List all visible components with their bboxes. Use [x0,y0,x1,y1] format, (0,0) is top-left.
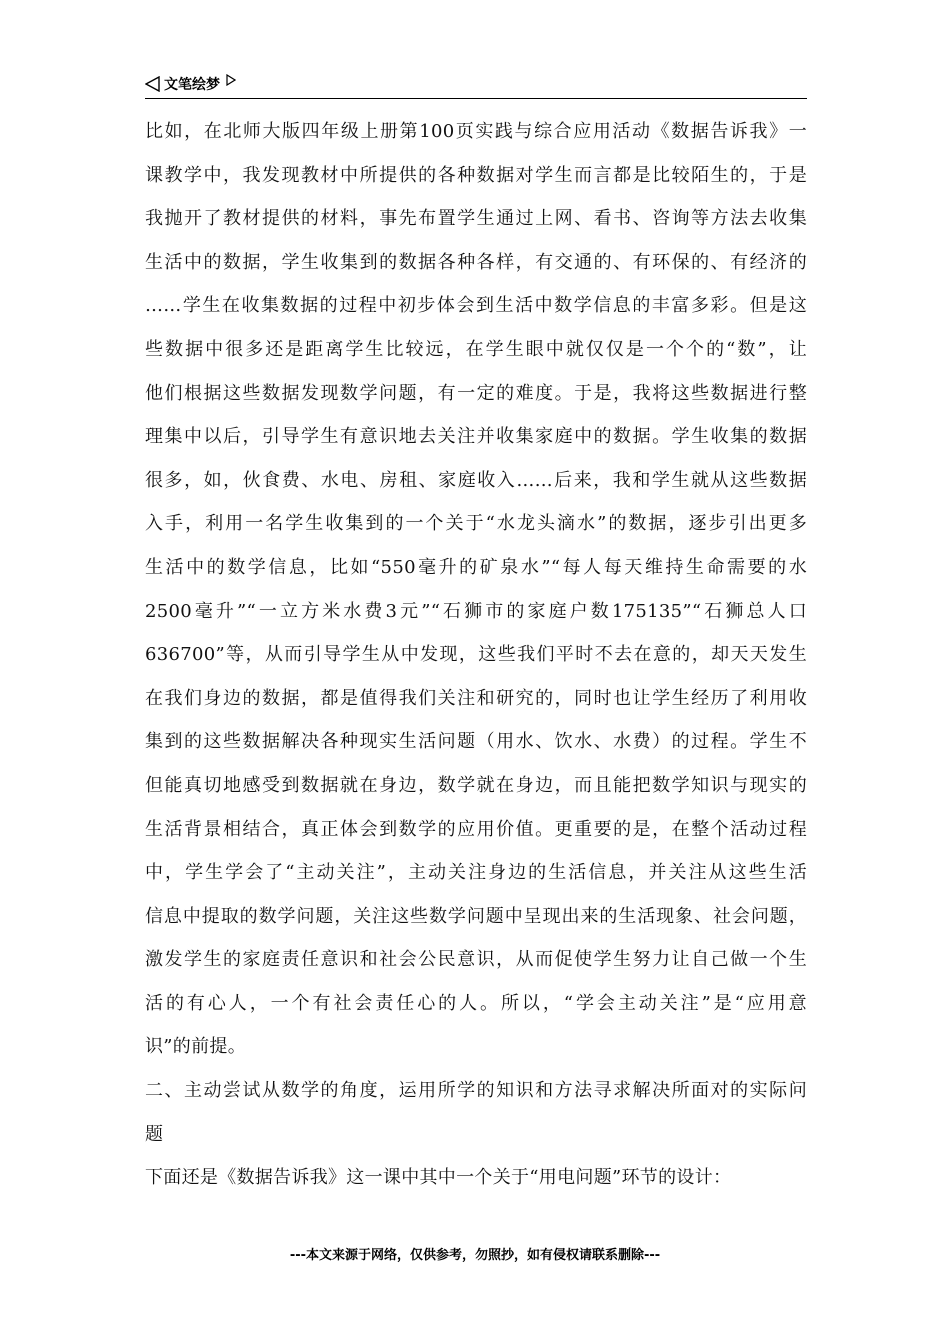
text-line: 理集中以后，引导学生有意识地去关注并收集家庭中的数据。学生收集的数据 [145,426,807,448]
body-text [145,110,807,1200]
triangle-left-icon [145,76,161,92]
brand-logo [145,74,236,94]
section-heading-line: 二、主动尝试从数学的角度，运用所学的知识和方法寻求解决所面对的实际问 [145,1080,807,1102]
text-line: 信息中提取的数学问题，关注这些数学问题中呈现出来的生活现象、社会问题， [145,905,807,927]
section-heading-line: 题 [145,1123,164,1145]
text-line: 入手，利用一名学生收集到的一个关于“水龙头滴水”的数据，逐步引出更多 [145,513,807,535]
text-line: 集到的这些数据解决各种现实生活问题（用水、饮水、水费）的过程。学生不 [145,731,807,753]
text-line: 识”的前提。 [145,1036,247,1058]
triangle-right-icon [226,74,236,86]
text-line: 激发学生的家庭责任意识和社会公民意识，从而促使学生努力让自己做一个生 [145,949,807,971]
text-line: 他们根据这些数据发现数学问题，有一定的难度。于是，我将这些数据进行整 [145,382,807,404]
text-line: 中，学生学会了“主动关注”，主动关注身边的生活信息，并关注从这些生活 [145,862,807,884]
text-line: 生活中的数据，学生收集到的数据各种各样，有交通的、有环保的、有经济的 [145,251,807,273]
text-line: 生活背景相结合，真正体会到数学的应用价值。更重要的是，在整个活动过程 [145,818,807,840]
text-line: 活的有心人，一个有社会责任心的人。所以，“学会主动关注”是“应用意 [145,992,807,1014]
page-header [145,74,807,99]
text-line: 些数据中很多还是距离学生比较远，在学生眼中就仅仅是一个个的“数”，让 [145,338,807,360]
text-line: 课教学中，我发现教材中所提供的各种数据对学生而言都是比较陌生的，于是 [145,164,807,186]
footer-notice: ---本文来源于网络，仅供参考，勿照抄，如有侵权请联系删除--- [289,1248,661,1263]
text-line: 我抛开了教材提供的材料，事先布置学生通过上网、看书、咨询等方法去收集 [145,208,807,230]
text-line: 但能真切地感受到数据就在身边，数学就在身边，而且能把数学知识与现实的 [145,774,807,796]
text-line: 2500毫升”“一立方米水费3元”“石狮市的家庭户数175135”“石狮总人口 [145,600,807,622]
text-line: 生活中的数学信息，比如“550毫升的矿泉水”“每人每天维持生命需要的水 [145,556,807,578]
text-line: 636700”等，从而引导学生从中发现，这些我们平时不去在意的，却天天发生 [145,644,807,666]
brand-name: 文笔绘梦 [164,77,220,93]
text-line: 在我们身边的数据，都是值得我们关注和研究的，同时也让学生经历了利用收 [145,687,807,709]
text-line: ……学生在收集数据的过程中初步体会到生活中数学信息的丰富多彩。但是这 [145,295,807,317]
text-line: 下面还是《数据告诉我》这一课中其中一个关于“用电问题”环节的设计： [145,1167,732,1189]
text-line: 很多，如，伙食费、水电、房租、家庭收入……后来，我和学生就从这些数据 [145,469,807,491]
text-line: 比如，在北师大版四年级上册第100页实践与综合应用活动《数据告诉我》一 [145,121,807,142]
